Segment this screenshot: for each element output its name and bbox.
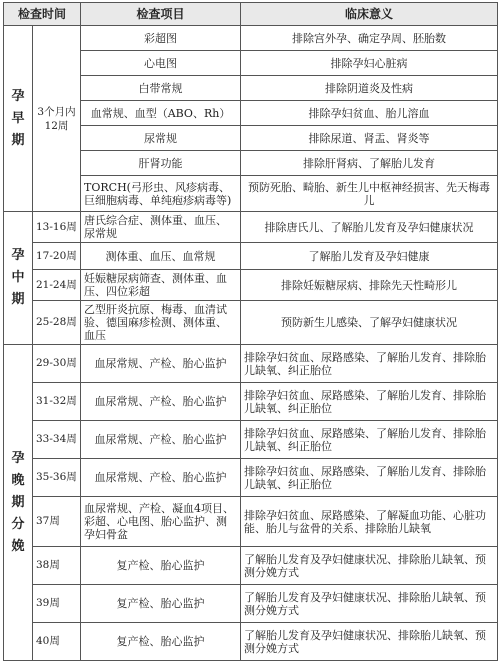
item-cell: 复产检、胎心监护 <box>81 623 241 661</box>
week-cell: 29-30周 <box>33 345 81 383</box>
meaning-cell: 了解胎儿发育及孕妇健康状况、排除胎儿缺氧、预测分娩方式 <box>241 585 498 623</box>
item-cell: 血尿常规、产检、胎心监护 <box>81 421 241 459</box>
item-cell: 心电图 <box>81 51 241 76</box>
item-cell: 乙型肝炎抗原、梅毒、血清试验、德国麻疹检测、测体重、血压 <box>81 301 241 345</box>
table-row <box>4 623 498 661</box>
table-row <box>4 345 498 383</box>
meaning-cell: 排除孕妇贫血、胎儿溶血 <box>241 101 498 126</box>
table-row <box>4 421 498 459</box>
meaning-cell: 了解胎儿发育及孕妇健康状况、排除胎儿缺氧、预测分娩方式 <box>241 623 498 661</box>
table-row <box>4 212 498 243</box>
meaning-cell: 排除妊娠糖尿病、排除先天性畸形儿 <box>241 270 498 301</box>
table-row <box>4 497 498 547</box>
item-cell: 复产检、胎心监护 <box>81 547 241 585</box>
meaning-cell: 排除宫外孕、确定孕周、胚胎数 <box>241 26 498 51</box>
meaning-cell: 排除孕妇贫血、尿路感染、了解凝血功能、心脏功能、胎儿与盆骨的关系、排除胎儿缺氧 <box>241 497 498 547</box>
item-cell: 肝肾功能 <box>81 151 241 176</box>
item-cell: 白带常规 <box>81 76 241 101</box>
week-cell: 35-36周 <box>33 459 81 497</box>
header-check-time: 检查时间 <box>4 3 81 26</box>
phase-label-early: 孕 早 期 <box>4 26 33 212</box>
week-cell: 13-16周 <box>33 212 81 243</box>
item-cell: 彩超图 <box>81 26 241 51</box>
table-row <box>4 383 498 421</box>
table-row <box>4 459 498 497</box>
item-cell: 血尿常规、产检、凝血4项目、彩超、心电图、胎心监护、测孕妇骨盆 <box>81 497 241 547</box>
week-cell: 21-24周 <box>33 270 81 301</box>
item-cell: 妊娠糖尿病筛查、测体重、血压、四位彩超 <box>81 270 241 301</box>
meaning-cell: 排除唐氏儿、了解胎儿发育及孕妇健康状况 <box>241 212 498 243</box>
meaning-cell: 排除孕妇心脏病 <box>241 51 498 76</box>
week-cell: 3个月内 12周 <box>33 26 81 212</box>
item-cell: TORCH(弓形虫、风疹病毒、巨细胞病毒、单纯疱疹病毒等) <box>81 176 241 212</box>
table-row <box>4 26 498 51</box>
item-cell: 血尿常规、产检、胎心监护 <box>81 345 241 383</box>
table-row <box>4 270 498 301</box>
phase-label-late: 孕 晚 期 分 娩 <box>4 345 33 661</box>
item-cell: 测体重、血压、血常规 <box>81 243 241 270</box>
item-cell: 唐氏综合症、测体重、血压、尿常规 <box>81 212 241 243</box>
meaning-cell: 排除孕妇贫血、尿路感染、了解胎儿发育、排除胎儿缺氧、纠正胎位 <box>241 459 498 497</box>
week-cell: 17-20周 <box>33 243 81 270</box>
week-cell: 37周 <box>33 497 81 547</box>
week-cell: 40周 <box>33 623 81 661</box>
meaning-cell: 排除孕妇贫血、尿路感染、了解胎儿发育、排除胎儿缺氧、纠正胎位 <box>241 421 498 459</box>
meaning-cell: 排除阴道炎及性病 <box>241 76 498 101</box>
header-row <box>4 3 498 26</box>
header-check-item: 检查项目 <box>81 3 241 26</box>
meaning-cell: 预防新生儿感染、了解孕妇健康状况 <box>241 301 498 345</box>
item-cell: 尿常规 <box>81 126 241 151</box>
table-row <box>4 243 498 270</box>
meaning-cell: 了解胎儿发育及孕妇健康状况、排除胎儿缺氧、预测分娩方式 <box>241 547 498 585</box>
week-cell: 25-28周 <box>33 301 81 345</box>
meaning-cell: 排除肝肾病、了解胎儿发育 <box>241 151 498 176</box>
week-cell: 31-32周 <box>33 383 81 421</box>
meaning-cell: 了解胎儿发育及孕妇健康 <box>241 243 498 270</box>
item-cell: 复产检、胎心监护 <box>81 585 241 623</box>
meaning-cell: 排除孕妇贫血、尿路感染、了解胎儿发育、排除胎儿缺氧、纠正胎位 <box>241 345 498 383</box>
header-clinical-meaning: 临床意义 <box>241 3 498 26</box>
meaning-cell: 预防死胎、畸胎、新生儿中枢神经损害、先天梅毒儿 <box>241 176 498 212</box>
table-row <box>4 301 498 345</box>
table-row <box>4 547 498 585</box>
week-cell: 33-34周 <box>33 421 81 459</box>
item-cell: 血常规、血型（ABO、Rh） <box>81 101 241 126</box>
week-cell: 39周 <box>33 585 81 623</box>
item-cell: 血尿常规、产检、胎心监护 <box>81 459 241 497</box>
meaning-cell: 排除尿道、肾盂、肾炎等 <box>241 126 498 151</box>
meaning-cell: 排除孕妇贫血、尿路感染、了解胎儿发育、排除胎儿缺氧、纠正胎位 <box>241 383 498 421</box>
week-cell: 38周 <box>33 547 81 585</box>
item-cell: 血尿常规、产检、胎心监护 <box>81 383 241 421</box>
phase-label-middle: 孕 中 期 <box>4 212 33 345</box>
prenatal-checkup-table <box>3 2 498 661</box>
table-row <box>4 585 498 623</box>
